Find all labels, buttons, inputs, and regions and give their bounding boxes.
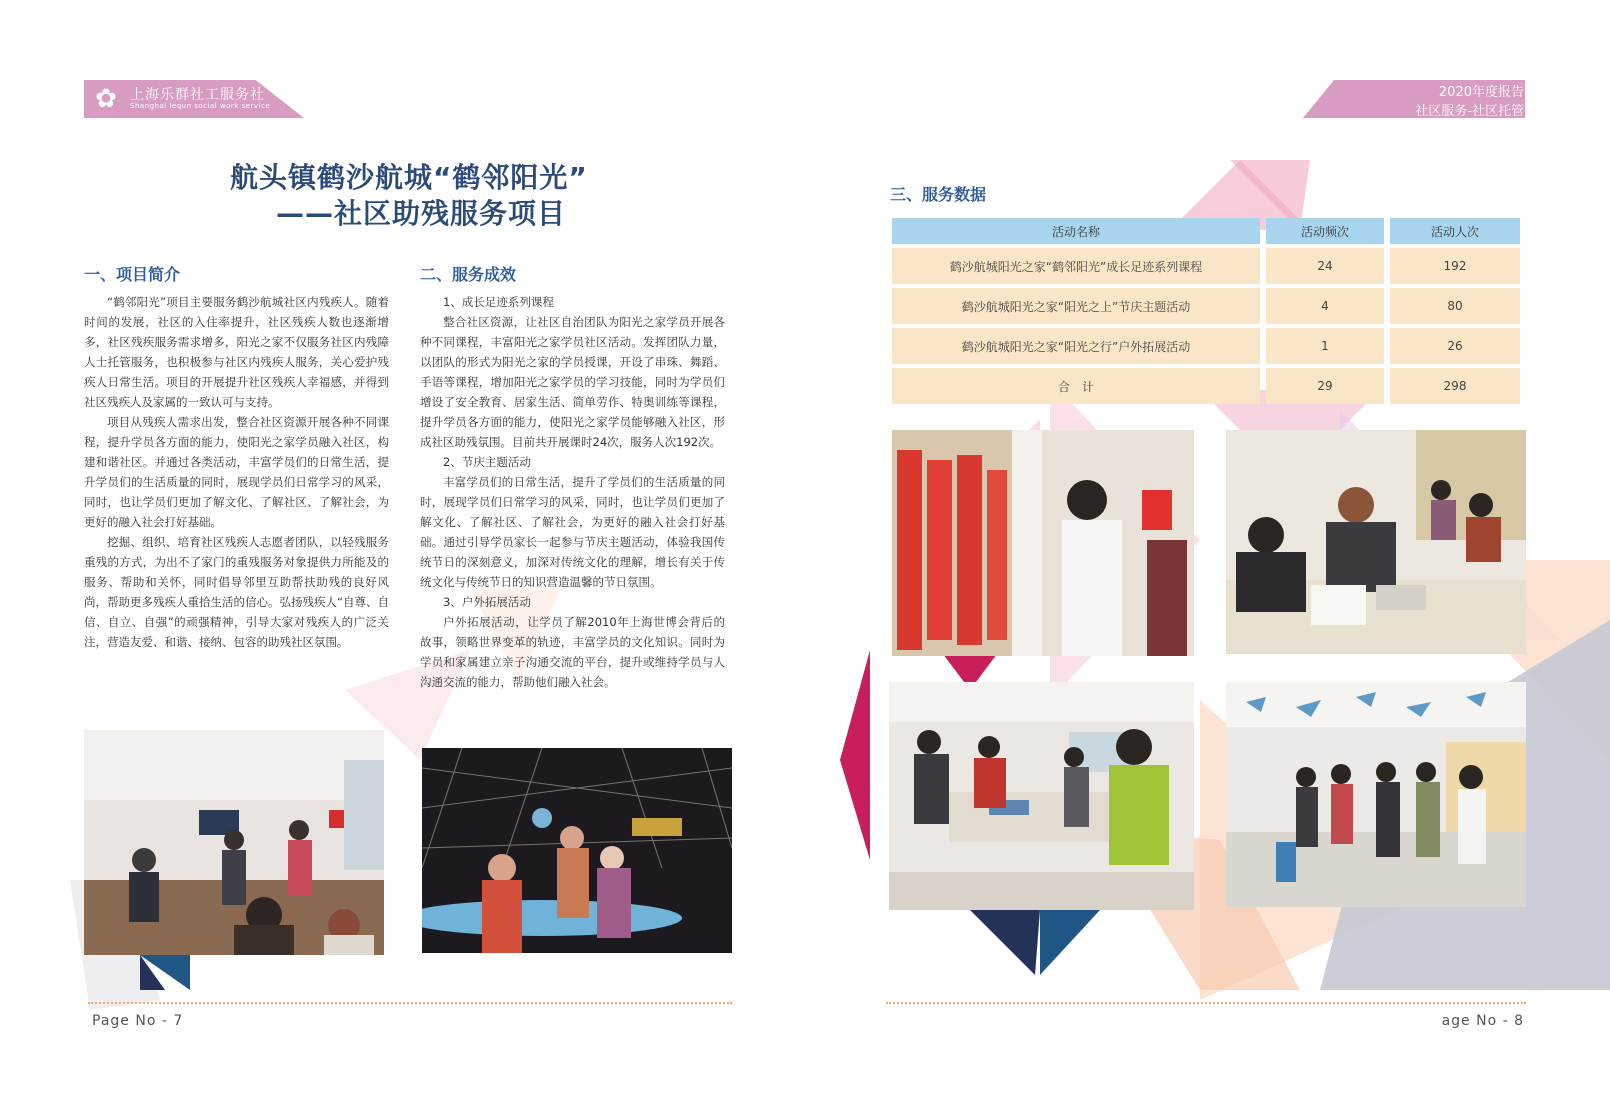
- item-text: 户外拓展活动，让学员了解2010年上海世博会背后的故事，领略世界变革的轨迹，丰富学员的文化知识。同时为学员和家属建立亲子沟通交流的平台，提升或维持学员与人沟通交流的能力，帮助他们融入社会。: [420, 615, 725, 689]
- cell-participants: 80: [1390, 288, 1520, 324]
- photo-expo-visit: [422, 748, 732, 953]
- cell-total-label: 合 计: [892, 368, 1260, 404]
- report-section: 社区服务-社区托管: [1415, 104, 1524, 119]
- table-row: [892, 288, 1520, 324]
- section1-body: [84, 292, 389, 652]
- item-text: 整合社区资源，让社区自治团队为阳光之家学员开展各种不同课程，丰富阳光之家学员社区活动。发挥团队力量，以团队的形式为阳光之家的学员授课，开设了串珠、舞蹈、手语等课程，增加阳光之家学员的学习技能，同时为学员们增设了安全教育、居家生活、简单劳作、特奥训练等课程，提升学员各方面的能力，使阳光之家学员能够融入社区，形成社区助残氛围。目前共开展课时24次，服务人次192次。: [420, 315, 725, 449]
- section1-heading: 一、项目简介: [84, 265, 181, 284]
- column-header-frequency: 活动频次: [1266, 218, 1384, 244]
- table-row: [892, 328, 1520, 364]
- photo-study-class: [1226, 430, 1526, 654]
- flower-logo-icon: ✿: [95, 84, 117, 114]
- photo-festival-wall: [892, 430, 1194, 656]
- page-number-right: age No - 8: [1441, 1013, 1524, 1029]
- section1-paragraph: “鹤邻阳光”项目主要服务鹤沙航城社区内残疾人。随着时间的发展，社区的入住率提升，社区残疾人数也逐渐增多，社区残疾服务需求增多，阳光之家不仅服务社区内残障人士托管服务，也积极参与社区内残疾人服务，关心爱护残疾人日常生活。项目的开展提升社区残疾人幸福感，并得到社区残疾人及家属的一致认可与支持。: [84, 295, 389, 409]
- cell-participants: 192: [1390, 248, 1520, 284]
- item-text: 丰富学员们的日常生活，提升了学员们的生活质量的同时，展现学员们日常学习的风采，同时，也让学员们更加了解文化、了解社区、了解社会，为更好的融入社会打好基础。通过引导学员家长一起参与节庆主题活动，体验我国传统节日的深刻意义，加深对传统文化的理解，增长有关于传统文化与传统节日的知识营造温馨的节日氛围。: [420, 475, 725, 589]
- item-title: 2、节庆主题活动: [443, 455, 531, 469]
- page-title-line2: ——社区助残服务项目: [276, 197, 567, 230]
- cell-activity: 鹤沙航城阳光之家“鹤邻阳光”成长足迹系列课程: [892, 248, 1260, 284]
- footer-divider-left: [88, 1002, 732, 1004]
- cell-total-frequency: 29: [1266, 368, 1384, 404]
- cell-frequency: 1: [1266, 328, 1384, 364]
- cell-activity: 鹤沙航城阳光之家“阳光之行”户外拓展活动: [892, 328, 1260, 364]
- report-year: 2020年度报告: [1438, 85, 1524, 100]
- photo-exercise: [1226, 682, 1526, 907]
- item-title: 3、户外拓展活动: [443, 595, 531, 609]
- column-header-participants: 活动人次: [1390, 218, 1520, 244]
- table-header-row: [892, 218, 1520, 244]
- page-number-left: Page No - 7: [92, 1013, 184, 1029]
- item-title: 1、成长足迹系列课程: [443, 295, 554, 309]
- cell-participants: 26: [1390, 328, 1520, 364]
- footer-divider-right: [886, 1002, 1526, 1004]
- cell-total-participants: 298: [1390, 368, 1520, 404]
- cell-frequency: 24: [1266, 248, 1384, 284]
- section2-heading: 二、服务成效: [420, 265, 517, 284]
- table-total-row: [892, 368, 1520, 404]
- photo-dance-class: [84, 730, 384, 955]
- section2-body: [420, 292, 725, 692]
- section1-paragraph: 挖掘、组织、培育社区残疾人志愿者团队，以轻残服务重残的方式，为出不了家门的重残服务对象提供力所能及的服务、帮助和关怀，同时倡导邻里互助帮扶助残的良好风尚，帮助更多残疾人重拾生活的信心。弘扬残疾人“自尊、自信、自立、自强”的顽强精神，引导大家对残疾人的广泛关注，营造友爱、和谐、接纳、包容的助残社区氛围。: [84, 535, 389, 649]
- page-title-line1: 航头镇鹤沙航城“鹤邻阳光”: [230, 161, 588, 194]
- org-name-en: Shanghai lequn social work service: [130, 102, 271, 110]
- column-header-activity: 活动名称: [892, 218, 1260, 244]
- photo-handcraft: [889, 682, 1194, 910]
- section3-heading: 三、服务数据: [890, 185, 987, 204]
- service-data-table: [886, 214, 1526, 408]
- cell-activity: 鹤沙航城阳光之家“阳光之上”节庆主题活动: [892, 288, 1260, 324]
- section1-paragraph: 项目从残疾人需求出发，整合社区资源开展各种不同课程，提升学员各方面的能力，使阳光之家学员融入社区，构建和谐社区。并通过各类活动，丰富学员们的日常生活，提升学员们的生活质量的同时，展现学员们日常学习的风采，同时，也让学员们更加了解文化、了解社区、了解社会，为更好的融入社会打好基础。: [84, 415, 389, 529]
- cell-frequency: 4: [1266, 288, 1384, 324]
- table-row: [892, 248, 1520, 284]
- org-name-cn: 上海乐群社工服务社: [130, 87, 265, 103]
